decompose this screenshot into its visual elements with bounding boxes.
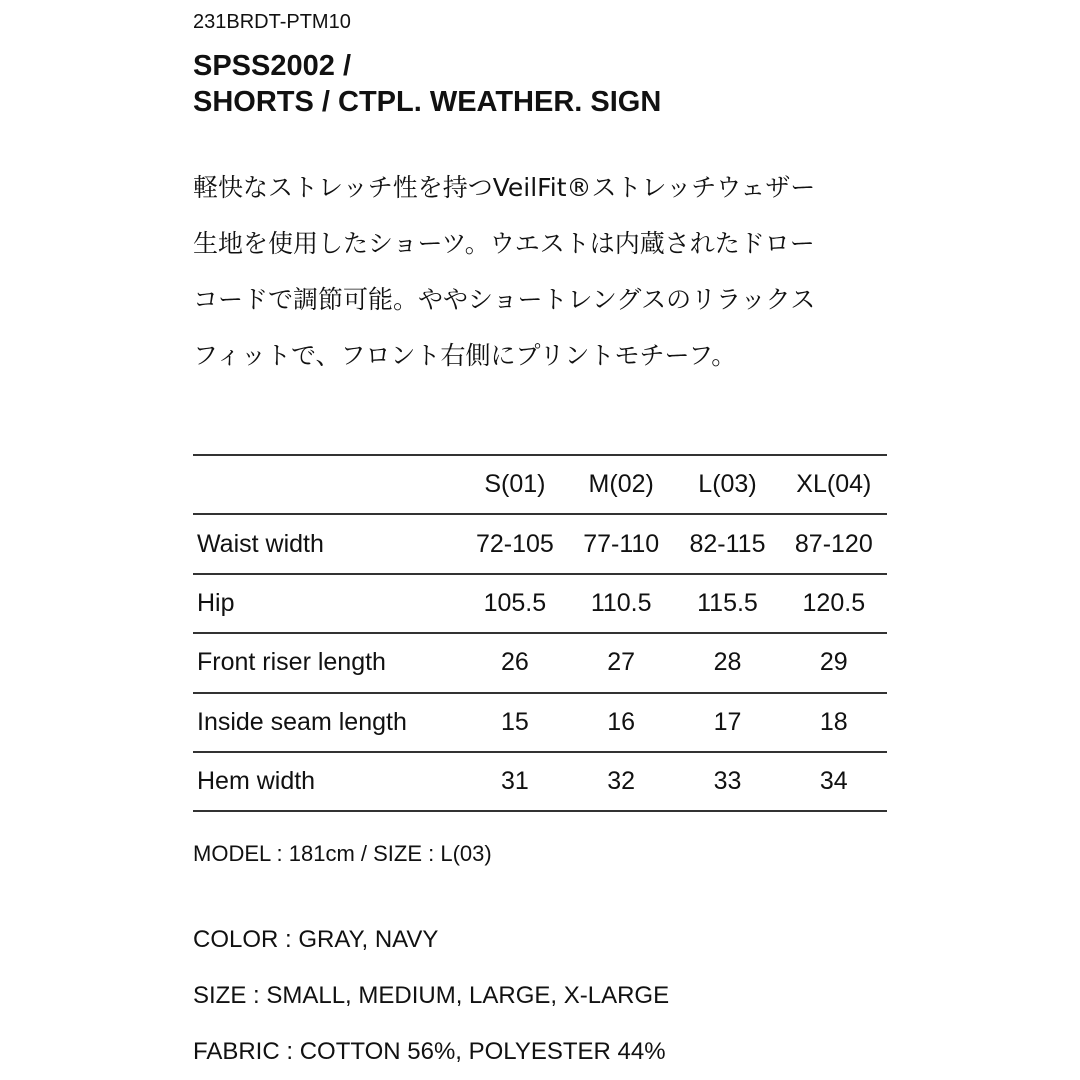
description-line: コードで調節可能。ややショートレングスのリラックス: [193, 285, 816, 314]
table-cell: 120.5: [781, 574, 887, 633]
description-line: 生地を使用したショーツ。ウエストは内蔵されたドロー: [193, 229, 815, 258]
size-header-m: M(02): [568, 455, 674, 514]
table-cell: 82-115: [674, 514, 780, 573]
product-description: [193, 160, 815, 384]
description-line: フィットで、フロント右側にプリントモチーフ。: [193, 341, 737, 370]
product-title-line-1: SPSS2002 /: [193, 50, 351, 82]
product-code: 231BRDT-PTM10: [193, 11, 351, 33]
table-cell: 28: [674, 633, 780, 692]
table-cell: 105.5: [462, 574, 568, 633]
table-row: [193, 574, 887, 633]
table-cell: 26: [462, 633, 568, 692]
table-row: [193, 693, 887, 752]
size-header-s: S(01): [462, 455, 568, 514]
table-cell: 72-105: [462, 514, 568, 573]
table-row: [193, 514, 887, 573]
spec-fabric: FABRIC : COTTON 56%, POLYESTER 44%: [193, 1038, 666, 1065]
table-cell: 29: [781, 633, 887, 692]
table-row: [193, 752, 887, 811]
table-cell: 32: [568, 752, 674, 811]
table-cell: 87-120: [781, 514, 887, 573]
size-header-l: L(03): [674, 455, 780, 514]
size-table-header-row: [193, 455, 887, 514]
row-label-inside-seam-length: Inside seam length: [193, 693, 462, 752]
row-label-front-riser-length: Front riser length: [193, 633, 462, 692]
product-specs: [193, 912, 669, 1080]
table-cell: 17: [674, 693, 780, 752]
row-label-hem-width: Hem width: [193, 752, 462, 811]
table-cell: 34: [781, 752, 887, 811]
table-cell: 27: [568, 633, 674, 692]
table-cell: 33: [674, 752, 780, 811]
table-cell: 31: [462, 752, 568, 811]
model-info: MODEL : 181cm / SIZE : L(03): [193, 841, 492, 866]
product-title-line-2: SHORTS / CTPL. WEATHER. SIGN: [193, 86, 662, 118]
row-label-hip: Hip: [193, 574, 462, 633]
product-title: [193, 48, 661, 120]
size-table: [193, 454, 887, 812]
table-row: [193, 633, 887, 692]
table-cell: 18: [781, 693, 887, 752]
table-cell: 110.5: [568, 574, 674, 633]
spec-color: COLOR : GRAY, NAVY: [193, 926, 439, 953]
table-cell: 15: [462, 693, 568, 752]
size-header-xl: XL(04): [781, 455, 887, 514]
table-cell: 77-110: [568, 514, 674, 573]
size-table-corner-cell: [193, 455, 462, 514]
spec-size: SIZE : SMALL, MEDIUM, LARGE, X-LARGE: [193, 982, 670, 1009]
table-cell: 16: [568, 693, 674, 752]
table-cell: 115.5: [674, 574, 780, 633]
description-line: 軽快なストレッチ性を持つVeilFit®ストレッチウェザー: [193, 173, 816, 202]
row-label-waist-width: Waist width: [193, 514, 462, 573]
